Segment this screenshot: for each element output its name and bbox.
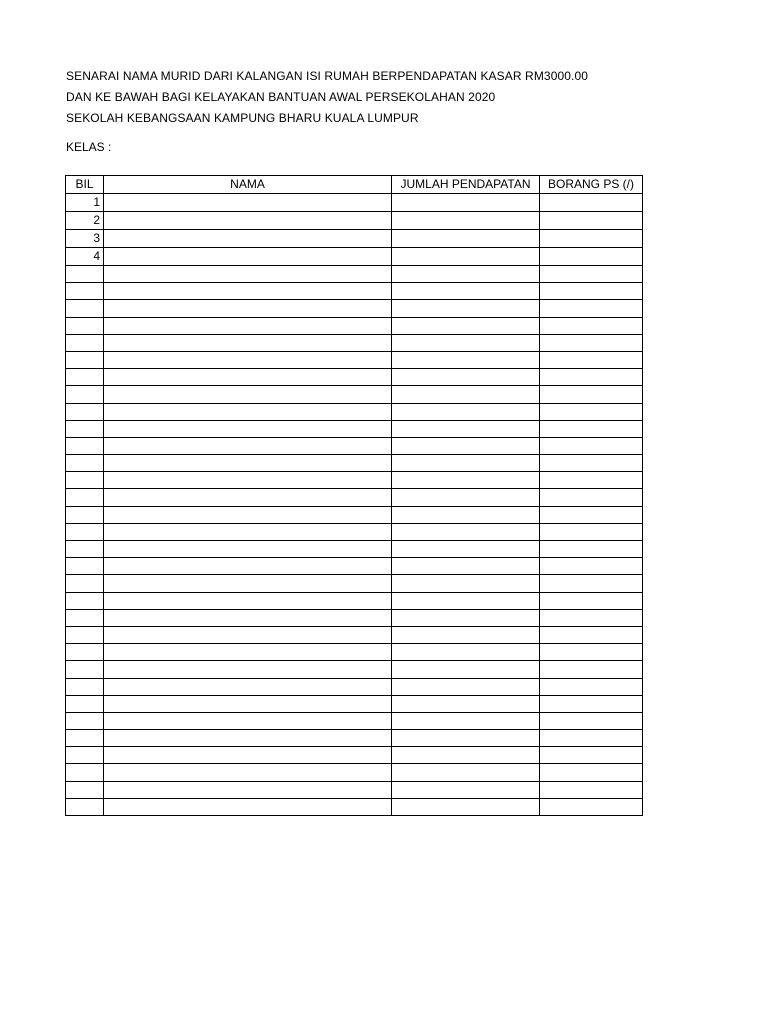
bil-cell <box>66 420 104 437</box>
bil-cell <box>66 506 104 523</box>
bil-cell <box>66 266 104 283</box>
table-row <box>66 369 643 386</box>
jumlah-pendapatan-cell <box>392 455 540 472</box>
bil-cell <box>66 455 104 472</box>
bil-cell <box>66 626 104 643</box>
bil-cell <box>66 730 104 747</box>
borang-ps-cell <box>540 283 643 300</box>
jumlah-pendapatan-cell <box>392 781 540 798</box>
header-nama: NAMA <box>104 176 392 194</box>
jumlah-pendapatan-cell <box>392 747 540 764</box>
borang-ps-cell <box>540 489 643 506</box>
nama-cell <box>104 266 392 283</box>
borang-ps-cell <box>540 626 643 643</box>
nama-cell <box>104 420 392 437</box>
table-row <box>66 798 643 815</box>
nama-cell <box>104 317 392 334</box>
nama-cell <box>104 523 392 540</box>
borang-ps-cell <box>540 266 643 283</box>
bil-cell <box>66 747 104 764</box>
nama-cell <box>104 747 392 764</box>
nama-cell <box>104 194 392 212</box>
table-row <box>66 747 643 764</box>
bil-cell <box>66 300 104 317</box>
bil-cell <box>66 695 104 712</box>
table-row <box>66 644 643 661</box>
borang-ps-cell <box>540 592 643 609</box>
bil-cell <box>66 489 104 506</box>
jumlah-pendapatan-cell <box>392 626 540 643</box>
jumlah-pendapatan-cell <box>392 592 540 609</box>
bil-cell <box>66 386 104 403</box>
table-row <box>66 678 643 695</box>
table-row <box>66 489 643 506</box>
bil-cell <box>66 609 104 626</box>
bil-cell <box>66 541 104 558</box>
borang-ps-cell <box>540 248 643 266</box>
borang-ps-cell <box>540 194 643 212</box>
table-row <box>66 472 643 489</box>
bil-cell <box>66 678 104 695</box>
table-body <box>66 194 643 816</box>
table-row <box>66 300 643 317</box>
table-row <box>66 609 643 626</box>
jumlah-pendapatan-cell <box>392 266 540 283</box>
jumlah-pendapatan-cell <box>392 403 540 420</box>
borang-ps-cell <box>540 420 643 437</box>
table-row <box>66 558 643 575</box>
jumlah-pendapatan-cell <box>392 575 540 592</box>
bil-cell: 2 <box>66 212 104 230</box>
borang-ps-cell <box>540 403 643 420</box>
nama-cell <box>104 678 392 695</box>
nama-cell <box>104 609 392 626</box>
jumlah-pendapatan-cell <box>392 644 540 661</box>
table-row <box>66 712 643 729</box>
jumlah-pendapatan-cell <box>392 558 540 575</box>
nama-cell <box>104 541 392 558</box>
jumlah-pendapatan-cell <box>392 730 540 747</box>
table-row <box>66 317 643 334</box>
jumlah-pendapatan-cell <box>392 351 540 368</box>
borang-ps-cell <box>540 747 643 764</box>
table-row <box>66 194 643 212</box>
jumlah-pendapatan-cell <box>392 194 540 212</box>
nama-cell <box>104 730 392 747</box>
borang-ps-cell <box>540 455 643 472</box>
borang-ps-cell <box>540 781 643 798</box>
bil-cell <box>66 592 104 609</box>
bil-cell <box>66 317 104 334</box>
nama-cell <box>104 283 392 300</box>
borang-ps-cell <box>540 506 643 523</box>
borang-ps-cell <box>540 386 643 403</box>
nama-cell <box>104 712 392 729</box>
table-row <box>66 764 643 781</box>
borang-ps-cell <box>540 798 643 815</box>
jumlah-pendapatan-cell <box>392 764 540 781</box>
bil-cell <box>66 558 104 575</box>
kelas-label: KELAS : <box>66 140 112 154</box>
jumlah-pendapatan-cell <box>392 472 540 489</box>
nama-cell <box>104 212 392 230</box>
borang-ps-cell <box>540 558 643 575</box>
table-row <box>66 266 643 283</box>
nama-cell <box>104 506 392 523</box>
header-bil: BIL <box>66 176 104 194</box>
borang-ps-cell <box>540 317 643 334</box>
table-row <box>66 420 643 437</box>
title-line-1: SENARAI NAMA MURID DARI KALANGAN ISI RUMAH BERPENDAPATAN KASAR RM3000.00 <box>66 69 588 83</box>
table-row <box>66 437 643 454</box>
borang-ps-cell <box>540 437 643 454</box>
nama-cell <box>104 248 392 266</box>
bil-cell <box>66 351 104 368</box>
nama-cell <box>104 626 392 643</box>
nama-cell <box>104 661 392 678</box>
nama-cell <box>104 472 392 489</box>
jumlah-pendapatan-cell <box>392 506 540 523</box>
title-line-3: SEKOLAH KEBANGSAAN KAMPUNG BHARU KUALA LUMPUR <box>66 111 419 125</box>
bil-cell: 4 <box>66 248 104 266</box>
bil-cell <box>66 437 104 454</box>
table-row <box>66 506 643 523</box>
bil-cell <box>66 764 104 781</box>
nama-cell <box>104 558 392 575</box>
nama-cell <box>104 592 392 609</box>
jumlah-pendapatan-cell <box>392 678 540 695</box>
jumlah-pendapatan-cell <box>392 712 540 729</box>
borang-ps-cell <box>540 334 643 351</box>
jumlah-pendapatan-cell <box>392 317 540 334</box>
borang-ps-cell <box>540 609 643 626</box>
jumlah-pendapatan-cell <box>392 283 540 300</box>
header-borang-ps: BORANG PS (/) <box>540 176 643 194</box>
table-row <box>66 695 643 712</box>
bil-cell <box>66 781 104 798</box>
bil-cell <box>66 575 104 592</box>
bil-cell <box>66 644 104 661</box>
borang-ps-cell <box>540 230 643 248</box>
borang-ps-cell <box>540 678 643 695</box>
table-row <box>66 351 643 368</box>
table-row <box>66 626 643 643</box>
title-line-2: DAN KE BAWAH BAGI KELAYAKAN BANTUAN AWAL PERSEKOLAHAN 2020 <box>66 90 496 104</box>
bil-cell: 3 <box>66 230 104 248</box>
borang-ps-cell <box>540 472 643 489</box>
table-row <box>66 386 643 403</box>
jumlah-pendapatan-cell <box>392 248 540 266</box>
jumlah-pendapatan-cell <box>392 369 540 386</box>
jumlah-pendapatan-cell <box>392 420 540 437</box>
jumlah-pendapatan-cell <box>392 230 540 248</box>
jumlah-pendapatan-cell <box>392 386 540 403</box>
jumlah-pendapatan-cell <box>392 300 540 317</box>
nama-cell <box>104 575 392 592</box>
nama-cell <box>104 764 392 781</box>
table-row <box>66 455 643 472</box>
borang-ps-cell <box>540 644 643 661</box>
bil-cell <box>66 798 104 815</box>
table-row <box>66 541 643 558</box>
borang-ps-cell <box>540 300 643 317</box>
borang-ps-cell <box>540 541 643 558</box>
borang-ps-cell <box>540 575 643 592</box>
header-jumlah-pendapatan: JUMLAH PENDAPATAN <box>392 176 540 194</box>
table-row <box>66 781 643 798</box>
borang-ps-cell <box>540 712 643 729</box>
bil-cell <box>66 403 104 420</box>
borang-ps-cell <box>540 730 643 747</box>
borang-ps-cell <box>540 661 643 678</box>
table-row <box>66 592 643 609</box>
table-row <box>66 730 643 747</box>
bil-cell <box>66 712 104 729</box>
nama-cell <box>104 334 392 351</box>
jumlah-pendapatan-cell <box>392 661 540 678</box>
nama-cell <box>104 489 392 506</box>
nama-cell <box>104 403 392 420</box>
borang-ps-cell <box>540 369 643 386</box>
bil-cell <box>66 523 104 540</box>
table-row <box>66 403 643 420</box>
table-row <box>66 283 643 300</box>
nama-cell <box>104 644 392 661</box>
table-row <box>66 661 643 678</box>
jumlah-pendapatan-cell <box>392 334 540 351</box>
jumlah-pendapatan-cell <box>392 437 540 454</box>
jumlah-pendapatan-cell <box>392 695 540 712</box>
bil-cell <box>66 661 104 678</box>
bil-cell <box>66 334 104 351</box>
jumlah-pendapatan-cell <box>392 541 540 558</box>
nama-cell <box>104 455 392 472</box>
nama-cell <box>104 695 392 712</box>
bil-cell <box>66 472 104 489</box>
student-table <box>65 175 643 816</box>
nama-cell <box>104 798 392 815</box>
borang-ps-cell <box>540 764 643 781</box>
borang-ps-cell <box>540 212 643 230</box>
jumlah-pendapatan-cell <box>392 798 540 815</box>
nama-cell <box>104 369 392 386</box>
table-row <box>66 212 643 230</box>
table-row <box>66 334 643 351</box>
nama-cell <box>104 437 392 454</box>
table-row <box>66 575 643 592</box>
borang-ps-cell <box>540 351 643 368</box>
table-header-row <box>66 176 643 194</box>
bil-cell: 1 <box>66 194 104 212</box>
nama-cell <box>104 351 392 368</box>
table-row <box>66 523 643 540</box>
jumlah-pendapatan-cell <box>392 489 540 506</box>
table-row <box>66 230 643 248</box>
jumlah-pendapatan-cell <box>392 609 540 626</box>
jumlah-pendapatan-cell <box>392 212 540 230</box>
table-row <box>66 248 643 266</box>
borang-ps-cell <box>540 523 643 540</box>
borang-ps-cell <box>540 695 643 712</box>
jumlah-pendapatan-cell <box>392 523 540 540</box>
nama-cell <box>104 230 392 248</box>
bil-cell <box>66 283 104 300</box>
nama-cell <box>104 781 392 798</box>
nama-cell <box>104 300 392 317</box>
bil-cell <box>66 369 104 386</box>
document-header <box>66 66 588 129</box>
nama-cell <box>104 386 392 403</box>
